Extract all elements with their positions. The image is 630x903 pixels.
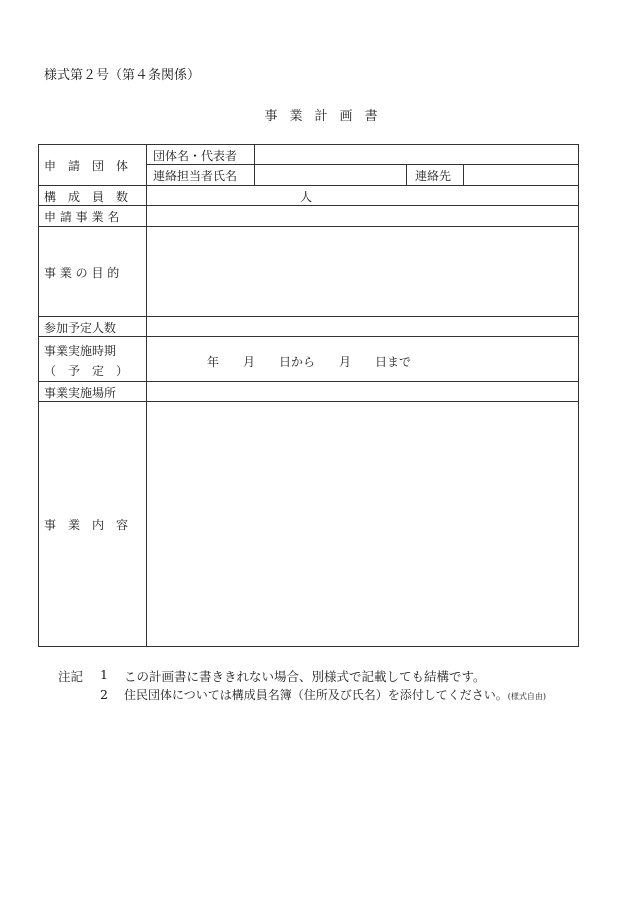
- project-name-label: 申 請 事 業 名: [44, 210, 120, 224]
- note-2-text: [124, 686, 546, 703]
- applicant-label: 申 請 団 体: [44, 159, 129, 173]
- venue-label: 事業実施場所: [44, 386, 117, 400]
- form-number: 様式第２号（第４条関係）: [44, 68, 201, 83]
- venue-field[interactable]: [148, 383, 577, 400]
- purpose-label: 事 業 の 目 的: [44, 266, 120, 280]
- members-unit: 人: [300, 190, 313, 204]
- content-label: 事 業 内 容: [44, 518, 129, 532]
- members-label: 構 成 員 数: [44, 190, 129, 204]
- contact-field[interactable]: [465, 165, 578, 184]
- notes-heading: 注記: [58, 669, 84, 684]
- document-title: 事業計画書: [264, 109, 390, 124]
- note-2-suffix: (様式自由): [507, 692, 547, 701]
- project-name-field[interactable]: [148, 207, 577, 225]
- contact-label: 連絡先: [415, 169, 452, 183]
- contact-person-label: 連絡担当者氏名: [153, 169, 238, 183]
- content-field[interactable]: [148, 403, 577, 645]
- period-label-line2: （ 予 定 ）: [44, 364, 129, 378]
- note-2-number: 2: [100, 687, 108, 702]
- contact-person-field[interactable]: [256, 165, 405, 184]
- org-representative-label: 団体名・代表者: [153, 149, 238, 163]
- note-1-text: この計画書に書ききれない場合、別様式で記載しても結構です。: [124, 669, 486, 684]
- note-2-main: 住民団体については構成員名簿（住所及び氏名）を添付してください。: [124, 688, 508, 702]
- purpose-field[interactable]: [148, 228, 577, 315]
- period-value: 年 月 日から 月 日まで: [207, 355, 412, 369]
- participants-field[interactable]: [148, 318, 577, 335]
- note-1-number: 1: [100, 667, 108, 682]
- participants-label: 参加予定人数: [44, 321, 117, 335]
- org-representative-field[interactable]: [256, 145, 578, 164]
- period-label-line1: 事業実施時期: [44, 344, 117, 358]
